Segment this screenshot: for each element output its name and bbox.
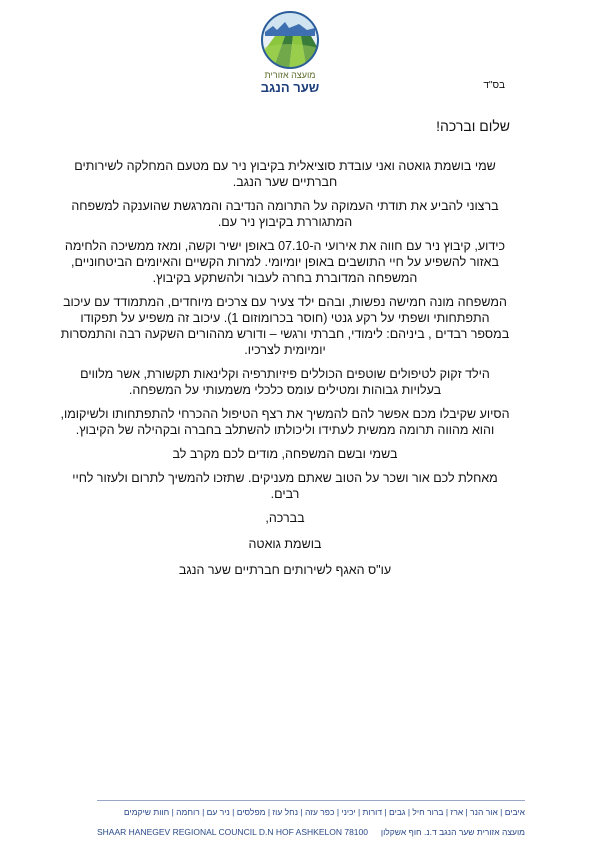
paragraph-intro: שמי בושמת גואטה ואני עובדת סוציאלית בקיבוץ ניר עם מטעם המחלקה לשירותים חברתיים שער הנגב. — [74, 159, 496, 189]
logo-text-line1: מועצה אזורית — [264, 70, 316, 80]
council-emblem-icon — [255, 10, 325, 70]
footer-address-english: SHAAR HANEGEV REGIONAL COUNCIL D.N HOF ASHKELON 78100 — [97, 827, 368, 837]
paragraph-treatments: הילד זקוק לטיפולים שוטפים הכוללים פיזיותרפיה וקלינאות תקשורת, אשר מלווים בעלויות גבוהות ומטילים עומס כלכלי משמעותי על המשפחה. — [80, 367, 490, 397]
footer-settlements: איבים | אור הנר | ארז | ברור חיל | גבים | דורות | יכיני | כפר עזה | נחל עוז | מפלסים | ניר עם | רוחמה | חוות שיקמים — [123, 807, 525, 817]
closing: בברכה, — [265, 511, 305, 525]
signer-name: בושמת גואטה — [248, 537, 322, 551]
council-logo — [255, 10, 325, 100]
signer-title: עו"ס האגף לשירותים חברתיים שער הנגב — [178, 563, 392, 577]
bsd-header: בס"ד — [483, 80, 505, 91]
logo-text-line2: שער הנגב — [260, 80, 320, 95]
paragraph-gratitude: בשמי ובשם המשפחה, מודים לכם מקרב לב — [172, 447, 398, 461]
footer-address-hebrew: מועצה אזורית שער הנגב ד.נ. חוף אשקלון — [380, 827, 525, 837]
letter-body — [60, 118, 510, 588]
paragraph-family: המשפחה מונה חמישה נפשות, ובהם ילד צעיר עם צרכים מיוחדים, המתמודד עם עיכוב התפתחותי ושפתי על רקע גנטי (חוסר בכרומוזום 1). עיכוב זה משפיע על תפקודו במספר רבדים , ביניהם: לימודי, חברתי ורגשי – ודורש מההורים השקעה רבה והתמסרות יומיומית לצרכיו. — [60, 295, 510, 357]
paragraph-thanks: ברצוני להביע את תודתי העמוקה על התרומה הנדיבה והמרגשת שהוענקה למשפחה המתגוררת בקיבוץ ניר עם. — [71, 199, 499, 229]
footer-divider — [97, 800, 525, 801]
paragraph-background: כידוע, קיבוץ ניר עם חווה את אירועי ה-07.10 באופן ישיר וקשה, ומאז ממשיכה הלחימה באזור להשפיע על חיי התושבים באופן יומיומי. למרות הקשיים והאיומים הביטחוניים, המשפחה המדוברת בחרה לעבור ולהשתקע בקיבוץ. — [64, 239, 506, 285]
paragraph-wishes: מאחלת לכם אור ושכר על הטוב שאתם מעניקים. שתזכו להמשיך לתרום ולעזור לחיי רבים. — [72, 471, 498, 501]
greeting: שלום וברכה! — [436, 118, 510, 134]
paragraph-support: הסיוע שקיבלו מכם אפשר להם להמשיך את רצף הטיפול ההכרחי להתפתחותו ולשיקומו, והוא מהווה תרומה ממשית לעתידו וליכולתו להשתלב בחברה ובקהילה של הקיבוץ. — [60, 407, 510, 437]
